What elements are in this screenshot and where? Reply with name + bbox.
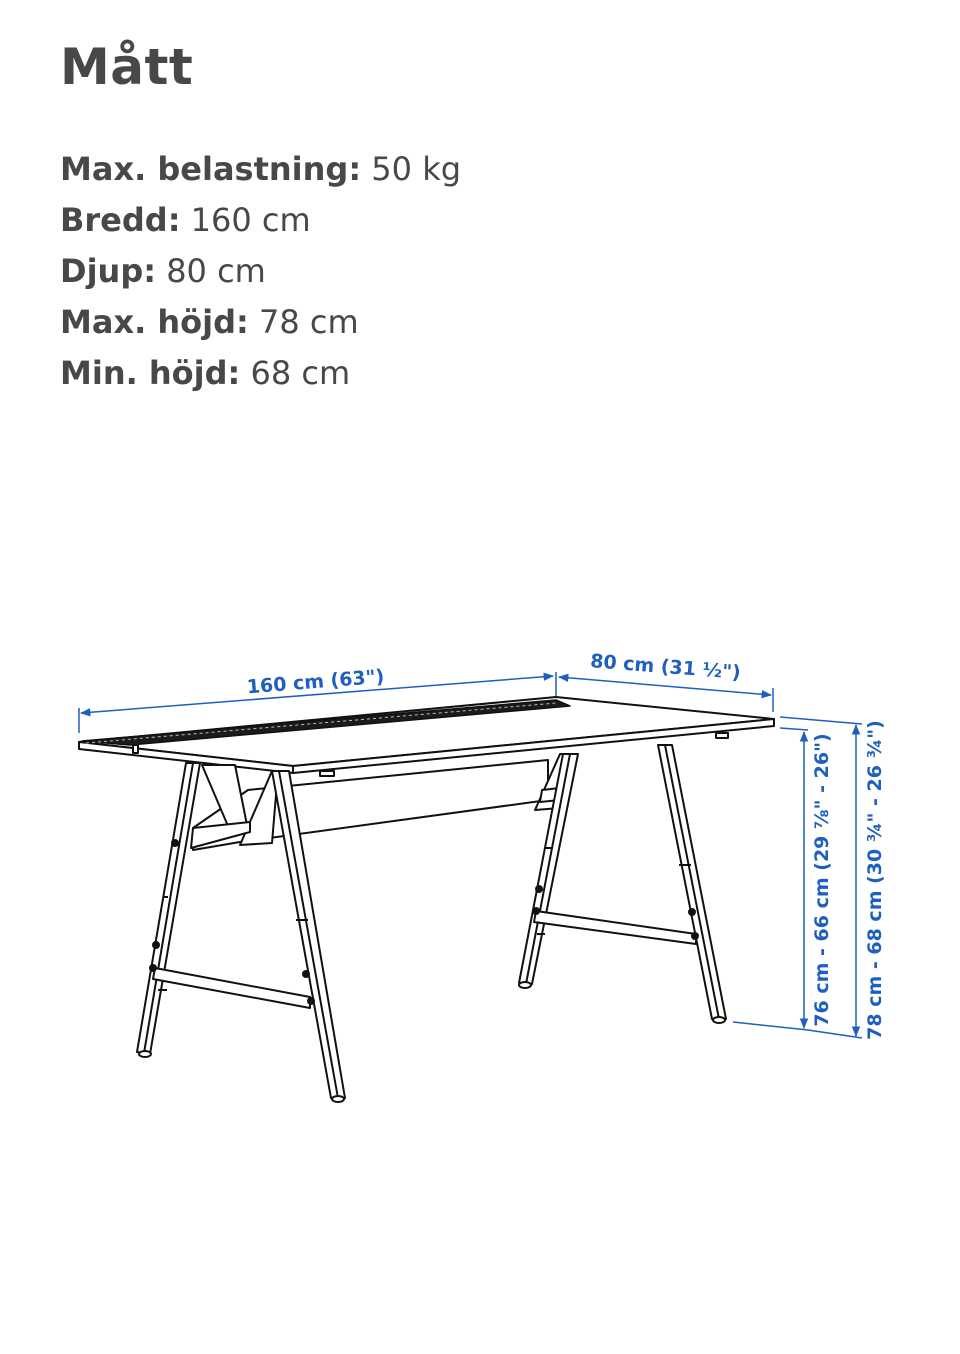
- table-drawing: [0, 620, 960, 1140]
- spec-label: Bredd:: [60, 201, 181, 239]
- spec-list: [60, 144, 461, 399]
- depth-dimension-label: 80 cm (31 ½"): [589, 650, 742, 684]
- frame-height-dimension-label: 76 cm - 66 cm (29 ⅞" - 26"): [811, 733, 833, 1027]
- spec-label: Max. belastning:: [60, 150, 362, 188]
- width-dimension-label: 160 cm (63"): [246, 665, 386, 699]
- spec-label: Djup:: [60, 252, 157, 290]
- spec-max-height: [60, 297, 461, 348]
- spec-max-load: [60, 144, 461, 195]
- spec-label: Min. höjd:: [60, 354, 241, 392]
- spec-depth: [60, 246, 461, 297]
- spec-value: 80 cm: [166, 252, 266, 290]
- spec-label: Max. höjd:: [60, 303, 249, 341]
- top-height-dimension-label: 78 cm - 68 cm (30 ¾" - 26 ¾"): [864, 720, 886, 1040]
- spec-width: [60, 195, 461, 246]
- spec-value: 50 kg: [371, 150, 462, 188]
- spec-value: 160 cm: [190, 201, 311, 239]
- spec-min-height: [60, 348, 461, 399]
- right-leg-frame: [519, 745, 726, 1023]
- page-title: Mått: [60, 38, 194, 96]
- dimension-frame-height: [733, 728, 808, 1030]
- spec-value: 78 cm: [258, 303, 359, 341]
- spec-value: 68 cm: [250, 354, 351, 392]
- table-dimension-diagram: [0, 620, 960, 1140]
